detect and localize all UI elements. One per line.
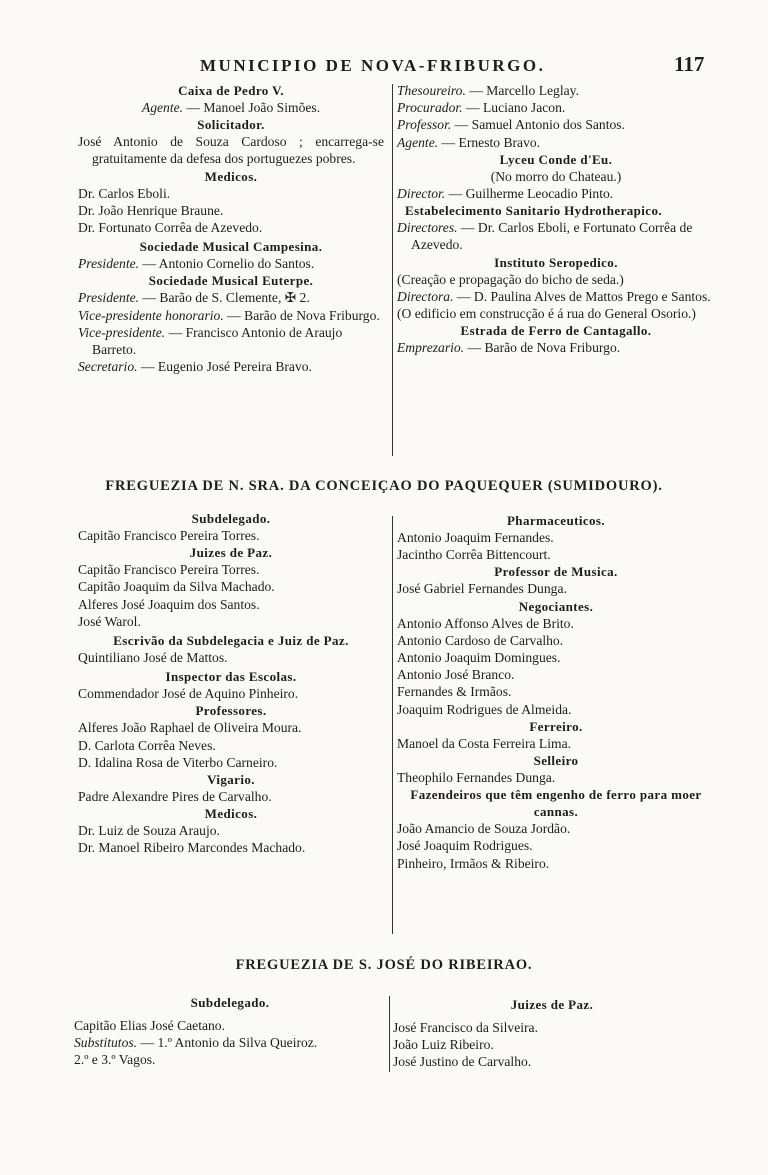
selleiro-heading: Selleiro	[533, 753, 579, 769]
running-title: MUNICIPIO DE NOVA-FRIBURGO.	[200, 56, 546, 75]
musica-heading: Professor de Musica.	[494, 564, 618, 580]
column-divider	[389, 996, 390, 1072]
negociantes-heading: Negociantes.	[518, 598, 594, 614]
euterpe-vice-label: Vice-presidente.	[78, 324, 166, 340]
euterpe-presidente	[78, 289, 384, 306]
medicos-heading: Medicos.	[204, 168, 258, 184]
page-number: 117	[674, 52, 705, 76]
pharma-item: Jacintho Corrêa Bittencourt.	[397, 547, 551, 563]
pharma-item: Antonio Joaquim Fernandes.	[397, 530, 554, 545]
subdelegado-heading: Subdelegado.	[191, 511, 271, 526]
estrada-emprezario	[397, 339, 715, 356]
medicos2-heading: Medicos.	[204, 806, 258, 822]
soc-campesina-heading: Sociedade Musical Campesina.	[139, 239, 323, 255]
euterpe-vice-hon-label: Vice-presidente honorario.	[78, 307, 224, 323]
page-header	[0, 52, 768, 80]
professor-item: D. Carlota Corrêa Neves.	[78, 737, 216, 753]
negociante-item: Joaquim Rodrigues de Almeida.	[397, 701, 572, 717]
hydro-dir-value: — Dr. Carlos Eboli, e Fortunato Corrêa de Azevedo.	[411, 220, 693, 253]
hydro-heading: Estabelecimento Sanitario Hydrotherapico.	[405, 203, 663, 219]
caixa-agente-value: — Manoel João Simões.	[183, 100, 321, 115]
sec3-subdelegado: Capitão Elias José Caetano.	[74, 1018, 226, 1033]
lyceu-director	[397, 185, 715, 202]
hydro-dir-label: Directores.	[397, 220, 458, 236]
ferreiro-heading: Ferreiro.	[529, 718, 583, 734]
thesoureiro	[397, 82, 715, 99]
escrivao-heading: Escrivão da Subdelegacia e Juiz de Paz.	[113, 633, 349, 649]
sec3-subdelegado-heading: Subdelegado.	[190, 995, 270, 1010]
juiz-item: Capitão Francisco Pereira Torres.	[78, 562, 260, 578]
sero-text1: (Creação e propagação do bicho de seda.)	[397, 271, 624, 287]
caixa-agente-label: Agente.	[141, 100, 184, 115]
negociante-item: Antonio Affonso Alves de Brito.	[397, 615, 574, 631]
negociante-item: Antonio José Branco.	[397, 667, 515, 683]
negociante-item: Fernandes & Irmãos.	[397, 684, 512, 700]
euterpe-vice-value: — Francisco Antonio de Araujo Barreto.	[92, 324, 343, 358]
sec3-juizes-heading: Juizes de Paz.	[510, 997, 594, 1012]
euterpe-secretario	[78, 358, 384, 375]
column-divider	[392, 84, 393, 456]
sec2-right-column	[397, 512, 715, 872]
medico-item: Dr. Fortunato Corrêa de Azevedo.	[78, 220, 263, 236]
campesina-pres-label: Presidente.	[78, 256, 140, 272]
juiz-item: Capitão Joaquim da Silva Machado.	[78, 579, 275, 595]
pharma-heading: Pharmaceuticos.	[506, 513, 606, 528]
section-title-paquequer: FREGUEZIA DE N. SRA. DA CONCEIÇAO DO PAQUEQUER (SUMIDOURO).	[105, 478, 663, 494]
subst-value: — 1.º Antonio da Silva Queiroz.	[137, 1035, 318, 1051]
sec3-left-column	[74, 994, 386, 1069]
agente	[397, 134, 715, 151]
fazendeiros-heading: Fazendeiros que têm engenho de ferro para moer cannas.	[410, 787, 702, 820]
euterpe-vice-hon-value: — Barão de Nova Friburgo.	[223, 307, 380, 323]
professor	[397, 116, 715, 133]
selleiro: Theophilo Fernandes Dunga.	[397, 770, 556, 786]
solicitador-text: José Antonio de Souza Cardoso ; encarrega-se gratuitamente da defesa dos portuguezes pobres.	[78, 134, 384, 167]
subdelegado: Capitão Francisco Pereira Torres.	[78, 528, 260, 543]
vigario-heading: Vigario.	[207, 772, 255, 788]
negociante-item: Antonio Joaquim Domingues.	[397, 650, 561, 666]
top-left-column	[78, 82, 384, 375]
escrivao: Quintiliano José de Mattos.	[78, 650, 228, 666]
lyceu-dir-label: Director.	[397, 186, 446, 202]
euterpe-sec-value: — Eugenio José Pereira Bravo.	[137, 359, 312, 375]
prof-value: — Samuel Antonio dos Santos.	[451, 117, 625, 133]
prof-label: Professor.	[397, 117, 452, 133]
euterpe-vice	[78, 324, 384, 358]
sero-dir-label: Directora.	[397, 288, 454, 304]
agente-label: Agente.	[397, 134, 439, 150]
soc-euterpe-heading: Sociedade Musical Euterpe.	[148, 273, 314, 289]
juizes-heading: Juizes de Paz.	[189, 545, 273, 561]
lyceu-sub: (No morro do Chateau.)	[490, 168, 622, 184]
lyceu-dir-value: — Guilherme Leocadio Pinto.	[445, 186, 614, 202]
thes-label: Thesoureiro.	[397, 83, 466, 98]
campesina-presidente	[78, 255, 384, 272]
thes-value: — Marcello Leglay.	[465, 83, 579, 98]
professor-item: Alferes João Raphael de Oliveira Moura.	[78, 720, 302, 736]
estrada-heading: Estrada de Ferro de Cantagallo.	[460, 323, 652, 339]
caixa-agente	[78, 99, 384, 116]
sero-text2: (O edificio em construcção é á rua do General Osorio.)	[397, 306, 696, 322]
top-right-column	[397, 82, 715, 356]
sero-dir-value: — D. Paulina Alves de Mattos Prego e Santos.	[453, 288, 711, 304]
musica: José Gabriel Fernandes Dunga.	[397, 581, 567, 597]
sec3-substitutos	[74, 1034, 386, 1051]
fazendeiro-item: José Joaquim Rodrigues.	[397, 838, 533, 854]
euterpe-sec-label: Secretario.	[78, 359, 138, 375]
medico-item: Dr. João Henrique Braune.	[78, 202, 224, 218]
juiz-item: Alferes José Joaquim dos Santos.	[78, 596, 260, 612]
inspector-heading: Inspector das Escolas.	[165, 669, 297, 685]
proc-label: Procurador.	[397, 100, 463, 116]
professores-heading: Professores.	[195, 703, 267, 719]
sec3-right-column	[393, 996, 711, 1071]
sero-heading: Instituto Seropedico.	[494, 254, 618, 270]
euterpe-pres-value: — Barão de S. Clemente, ✠ 2.	[139, 290, 310, 306]
caixa-heading: Caixa de Pedro V.	[178, 83, 284, 98]
proc-value: — Luciano Jacon.	[462, 100, 566, 116]
medico-item: Dr. Carlos Eboli.	[78, 185, 171, 201]
campesina-pres-value: — Antonio Cornelio do Santos.	[139, 256, 315, 272]
fazendeiro-item: Pinheiro, Irmãos & Ribeiro.	[397, 855, 550, 871]
estrada-value: — Barão de Nova Friburgo.	[464, 340, 621, 356]
ferreiro: Manoel da Costa Ferreira Lima.	[397, 735, 572, 751]
column-divider	[392, 516, 393, 934]
estrada-label: Emprezario.	[397, 340, 465, 356]
sec2-left-column	[78, 510, 384, 857]
inspector: Commendador José de Aquino Pinheiro.	[78, 686, 299, 702]
sec3-juiz-item: José Francisco da Silveira.	[393, 1020, 538, 1035]
medico-item: Dr. Luiz de Souza Araujo.	[78, 823, 220, 839]
hydro-directores	[397, 219, 715, 253]
sero-directora	[397, 288, 715, 305]
agente-value: — Ernesto Bravo.	[438, 134, 541, 150]
procurador	[397, 99, 715, 116]
section-title-ribeirao: FREGUEZIA DE S. JOSÉ DO RIBEIRAO.	[235, 957, 533, 973]
solicitador-heading: Solicitador.	[197, 117, 265, 133]
fazendeiro-item: João Amancio de Souza Jordão.	[397, 821, 571, 837]
negociante-item: Antonio Cardoso de Carvalho.	[397, 632, 564, 648]
professor-item: D. Idalina Rosa de Viterbo Carneiro.	[78, 754, 278, 770]
vigario: Padre Alexandre Pires de Carvalho.	[78, 789, 272, 805]
lyceu-heading: Lyceu Conde d'Eu.	[499, 151, 613, 167]
subst-label: Substitutos.	[74, 1035, 138, 1051]
euterpe-pres-label: Presidente.	[78, 290, 140, 306]
sec3-vagos: 2.º e 3.º Vagos.	[74, 1052, 156, 1068]
sec3-juiz-item: José Justino de Carvalho.	[393, 1054, 532, 1070]
sec3-juiz-item: João Luiz Ribeiro.	[393, 1037, 494, 1053]
juiz-item: José Warol.	[78, 613, 141, 629]
medico-item: Dr. Manoel Ribeiro Marcondes Machado.	[78, 840, 306, 856]
euterpe-vice-honorario	[78, 307, 384, 324]
